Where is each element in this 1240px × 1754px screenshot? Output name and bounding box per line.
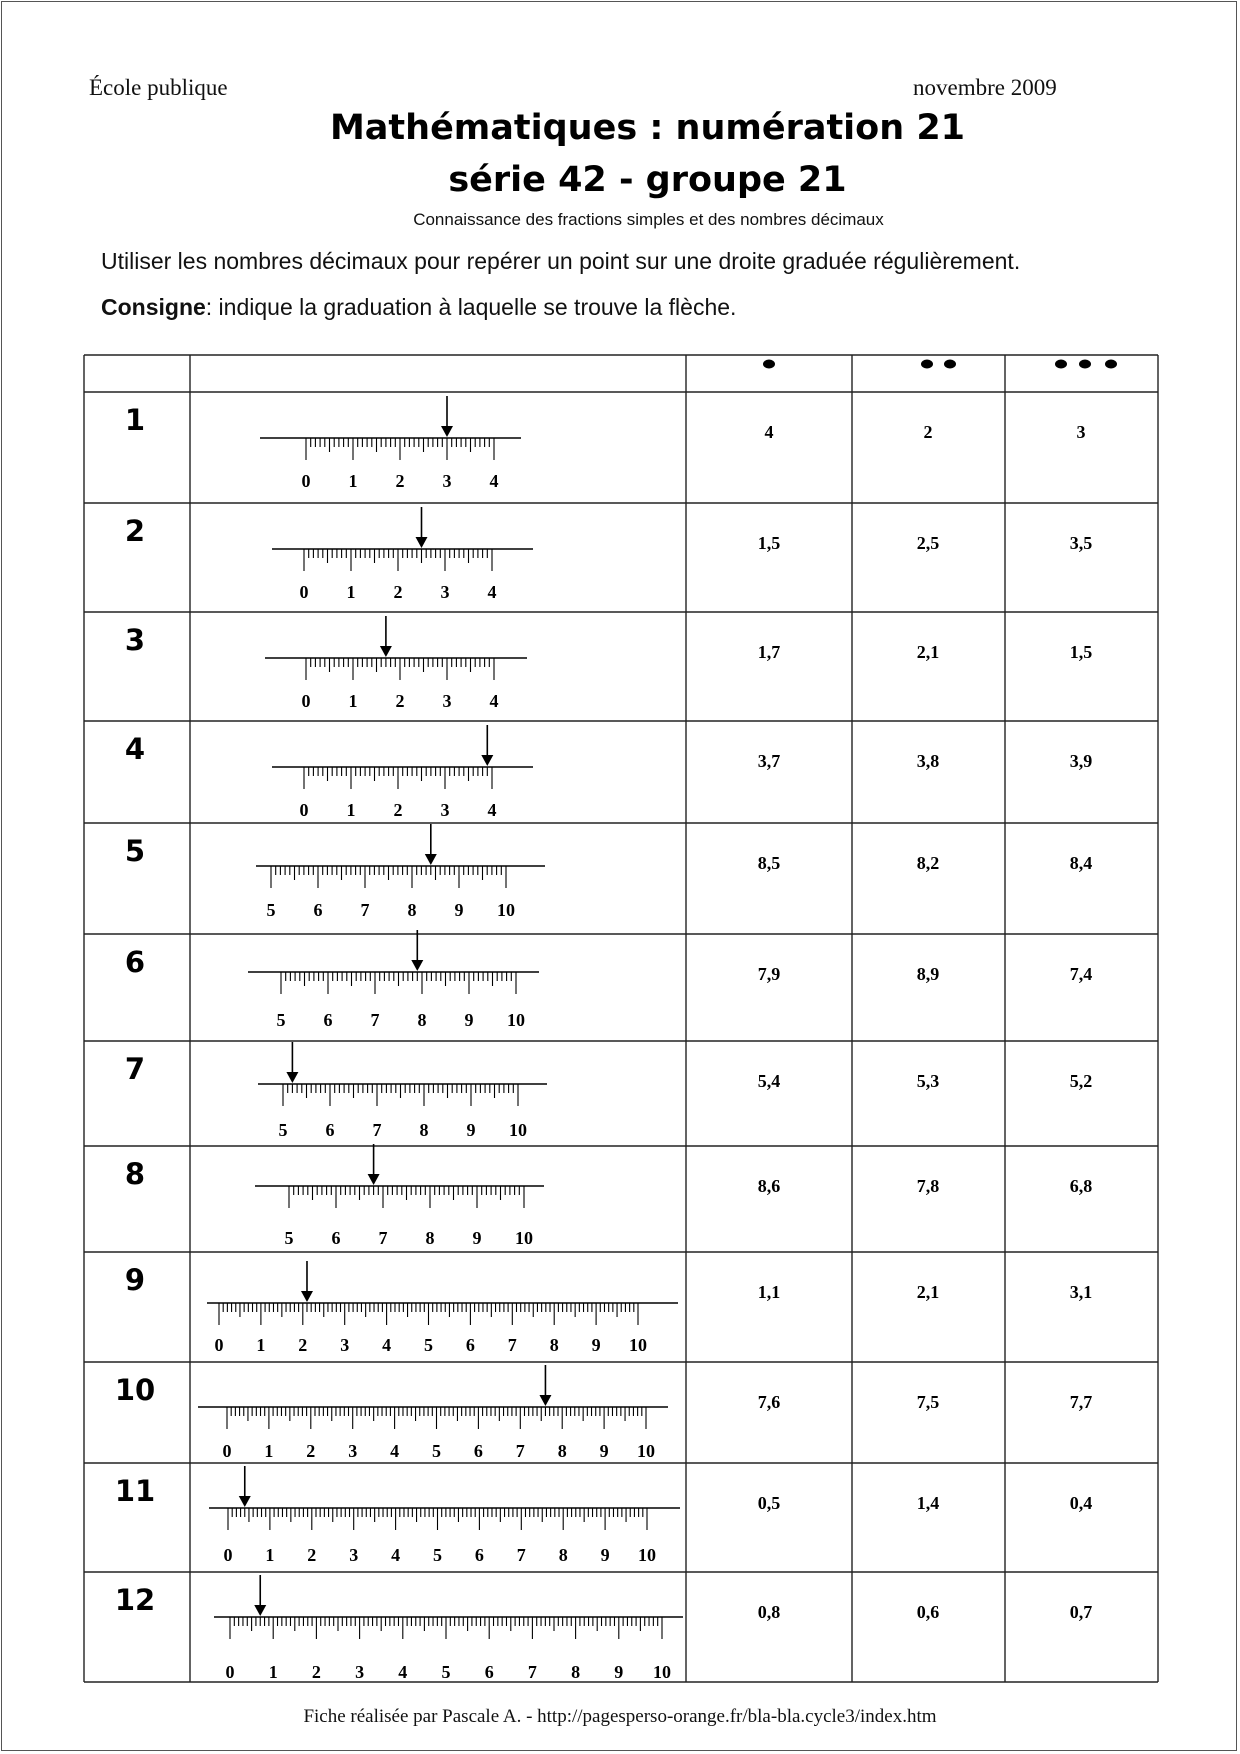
number-line-label: 10	[507, 1010, 525, 1030]
number-line-label: 6	[465, 1335, 475, 1355]
number-line-label: 8	[558, 1545, 568, 1565]
number-line-label: 2	[311, 1662, 321, 1682]
number-line-label: 9	[454, 900, 464, 920]
number-line-label: 4	[390, 1441, 400, 1461]
answer-choice-level-1: 1,5	[757, 533, 781, 553]
number-line-label: 0	[299, 582, 309, 602]
number-line-label: 10	[509, 1120, 527, 1140]
row-number: 8	[124, 1157, 146, 1191]
number-line-label: 2	[395, 471, 405, 491]
footer: Fiche réalisée par Pascale A. - http://pagesperso-orange.fr/bla-bla.cycle3/index.htm	[303, 1706, 937, 1727]
number-line-label: 2	[395, 691, 405, 711]
pointer-arrow-head	[380, 646, 392, 657]
number-line-label: 6	[325, 1120, 335, 1140]
page-subtitle-series: série 42 - groupe 21	[448, 160, 847, 200]
row-number: 5	[124, 834, 146, 868]
answer-choice-level-1: 1,7	[757, 642, 781, 662]
pointer-arrow-head	[416, 537, 428, 548]
number-line-label: 3	[442, 691, 452, 711]
answer-choice-level-1: 5,4	[757, 1071, 781, 1091]
answer-choice-level-2: 3,8	[916, 751, 940, 771]
number-line-label: 8	[549, 1335, 559, 1355]
pointer-arrow-head	[441, 426, 453, 437]
consigne-text: : indique la graduation à laquelle se trouve la flèche.	[205, 294, 737, 320]
page-title: Mathématiques : numération 21	[329, 108, 966, 148]
number-line-label: 6	[331, 1228, 341, 1248]
number-line-label: 2	[307, 1545, 317, 1565]
number-line-label: 3	[340, 1335, 350, 1355]
number-line-label: 4	[489, 471, 499, 491]
number-line-label: 1	[346, 800, 356, 820]
number-line-label: 5	[432, 1441, 441, 1461]
answer-choice-level-3: 0,7	[1069, 1602, 1093, 1622]
row-number: 12	[114, 1583, 156, 1617]
answer-choice-level-3: 7,7	[1069, 1392, 1093, 1412]
number-line-label: 1	[265, 1545, 275, 1565]
number-line-label: 7	[527, 1662, 537, 1682]
number-line-label: 4	[487, 800, 497, 820]
number-line-label: 3	[442, 471, 452, 491]
number-line-label: 5	[433, 1545, 442, 1565]
number-line-label: 0	[223, 1545, 233, 1565]
number-line-label: 10	[629, 1335, 647, 1355]
number-line-label: 1	[264, 1441, 274, 1461]
row-number: 2	[124, 514, 146, 548]
answer-choice-level-3: 1,5	[1069, 642, 1093, 662]
pointer-arrow-head	[425, 854, 437, 865]
number-line-label: 1	[348, 471, 358, 491]
number-line-label: 8	[407, 900, 417, 920]
answer-choice-level-1: 1,1	[757, 1282, 781, 1302]
number-line-label: 2	[306, 1441, 316, 1461]
answer-choice-level-3: 3,5	[1069, 533, 1093, 553]
answer-choice-level-1: 7,6	[757, 1392, 781, 1412]
number-line-label: 0	[301, 471, 311, 491]
row-number: 4	[124, 732, 146, 766]
answer-choice-level-1: 4	[764, 422, 774, 442]
answer-choice-level-3: 3,1	[1069, 1282, 1093, 1302]
instruction: Utiliser les nombres décimaux pour repérer un point sur une droite graduée régulièrement.	[101, 248, 1021, 274]
number-line-label: 3	[355, 1662, 365, 1682]
number-line-label: 5	[284, 1228, 294, 1248]
number-line-label: 9	[464, 1010, 474, 1030]
pointer-arrow-head	[286, 1072, 298, 1083]
date: novembre 2009	[913, 75, 1057, 100]
number-line-label: 4	[398, 1662, 408, 1682]
number-line-label: 7	[372, 1120, 382, 1140]
difficulty-dot-level-2	[921, 360, 933, 369]
answer-choice-level-1: 7,9	[757, 964, 781, 984]
number-line-label: 2	[393, 800, 403, 820]
number-line-label: 5	[266, 900, 276, 920]
pointer-arrow-head	[301, 1291, 313, 1302]
number-line-label: 4	[382, 1335, 392, 1355]
row-number: 9	[124, 1263, 146, 1297]
answer-choice-level-3: 6,8	[1069, 1176, 1093, 1196]
number-line-label: 6	[473, 1441, 483, 1461]
number-line-label: 9	[591, 1335, 601, 1355]
number-line-label: 0	[222, 1441, 232, 1461]
answer-choice-level-1: 0,5	[757, 1493, 781, 1513]
number-line-label: 3	[348, 1441, 358, 1461]
number-line-label: 1	[348, 691, 358, 711]
pointer-arrow-head	[368, 1174, 380, 1185]
number-line-label: 5	[278, 1120, 288, 1140]
answer-choice-level-2: 7,8	[916, 1176, 940, 1196]
number-line-label: 8	[557, 1441, 567, 1461]
number-line-label: 5	[441, 1662, 451, 1682]
number-line-label: 10	[638, 1545, 656, 1565]
number-line-label: 9	[600, 1545, 610, 1565]
answer-choice-level-2: 7,5	[916, 1392, 940, 1412]
row-number: 1	[124, 403, 146, 437]
answer-choice-level-2: 2,1	[916, 642, 940, 662]
number-line-label: 9	[599, 1441, 609, 1461]
row-number: 10	[114, 1373, 156, 1407]
number-line-label: 0	[301, 691, 311, 711]
answer-choice-level-2: 8,2	[916, 853, 940, 873]
number-line-label: 7	[378, 1228, 388, 1248]
answer-choice-level-2: 2,5	[916, 533, 940, 553]
answer-choice-level-2: 2,1	[916, 1282, 940, 1302]
answer-choice-level-2: 5,3	[916, 1071, 940, 1091]
number-line-label: 2	[393, 582, 403, 602]
answer-choice-level-3: 0,4	[1069, 1493, 1093, 1513]
answer-choice-level-2: 8,9	[916, 964, 940, 984]
number-line-label: 10	[497, 900, 515, 920]
number-line-label: 8	[425, 1228, 435, 1248]
pointer-arrow-head	[481, 755, 493, 766]
row-number: 6	[124, 945, 146, 979]
number-line-label: 5	[424, 1335, 433, 1355]
row-number: 7	[124, 1052, 146, 1086]
pointer-arrow-head	[254, 1605, 266, 1616]
number-line-label: 6	[313, 900, 323, 920]
number-line-label: 6	[323, 1010, 333, 1030]
number-line-label: 6	[484, 1662, 494, 1682]
school-name: École publique	[89, 75, 228, 100]
number-line-label: 0	[214, 1335, 224, 1355]
number-line-label: 7	[370, 1010, 380, 1030]
number-line-label: 0	[299, 800, 309, 820]
pointer-arrow-head	[539, 1395, 551, 1406]
difficulty-dot-level-2	[944, 360, 956, 369]
number-line-label: 2	[298, 1335, 308, 1355]
number-line-label: 7	[515, 1441, 525, 1461]
number-line-label: 7	[360, 900, 370, 920]
number-line-label: 3	[349, 1545, 359, 1565]
number-line-label: 7	[516, 1545, 526, 1565]
pointer-arrow-head	[239, 1496, 251, 1507]
answer-choice-level-3: 5,2	[1069, 1071, 1093, 1091]
number-line-label: 5	[276, 1010, 286, 1030]
answer-choice-level-1: 3,7	[757, 751, 781, 771]
answer-choice-level-1: 0,8	[757, 1602, 781, 1622]
number-line-label: 1	[346, 582, 356, 602]
answer-choice-level-1: 8,5	[757, 853, 781, 873]
difficulty-dot-level-3	[1079, 360, 1091, 369]
answer-choice-level-1: 8,6	[757, 1176, 781, 1196]
number-line-label: 6	[474, 1545, 484, 1565]
number-line-label: 9	[614, 1662, 624, 1682]
number-line-label: 8	[571, 1662, 581, 1682]
answer-choice-level-3: 3,9	[1069, 751, 1093, 771]
number-line-label: 4	[487, 582, 497, 602]
pointer-arrow-head	[411, 960, 423, 971]
consigne-label: Consigne	[101, 294, 206, 320]
number-line-label: 4	[391, 1545, 401, 1565]
number-line-label: 8	[417, 1010, 427, 1030]
number-line-label: 10	[515, 1228, 533, 1248]
number-line-label: 10	[637, 1441, 655, 1461]
number-line-label: 3	[440, 582, 450, 602]
number-line-label: 9	[472, 1228, 482, 1248]
difficulty-dot-level-3	[1055, 360, 1067, 369]
row-number: 11	[114, 1474, 156, 1508]
number-line-label: 1	[256, 1335, 266, 1355]
answer-choice-level-3: 7,4	[1069, 964, 1093, 984]
number-line-label: 8	[419, 1120, 429, 1140]
row-number: 3	[124, 623, 146, 657]
number-line-label: 4	[489, 691, 499, 711]
topic-subtitle: Connaissance des fractions simples et des nombres décimaux	[413, 210, 884, 229]
answer-choice-level-2: 0,6	[916, 1602, 940, 1622]
answer-choice-level-3: 3	[1076, 422, 1086, 442]
number-line-label: 3	[440, 800, 450, 820]
number-line-label: 10	[653, 1662, 671, 1682]
number-line-label: 1	[268, 1662, 278, 1682]
difficulty-dot-level-1	[763, 360, 775, 369]
answer-choice-level-2: 2	[923, 422, 933, 442]
number-line-label: 0	[225, 1662, 235, 1682]
answer-choice-level-2: 1,4	[916, 1493, 940, 1513]
number-line-label: 9	[466, 1120, 476, 1140]
answer-choice-level-3: 8,4	[1069, 853, 1093, 873]
difficulty-dot-level-3	[1105, 360, 1117, 369]
number-line-label: 7	[507, 1335, 517, 1355]
